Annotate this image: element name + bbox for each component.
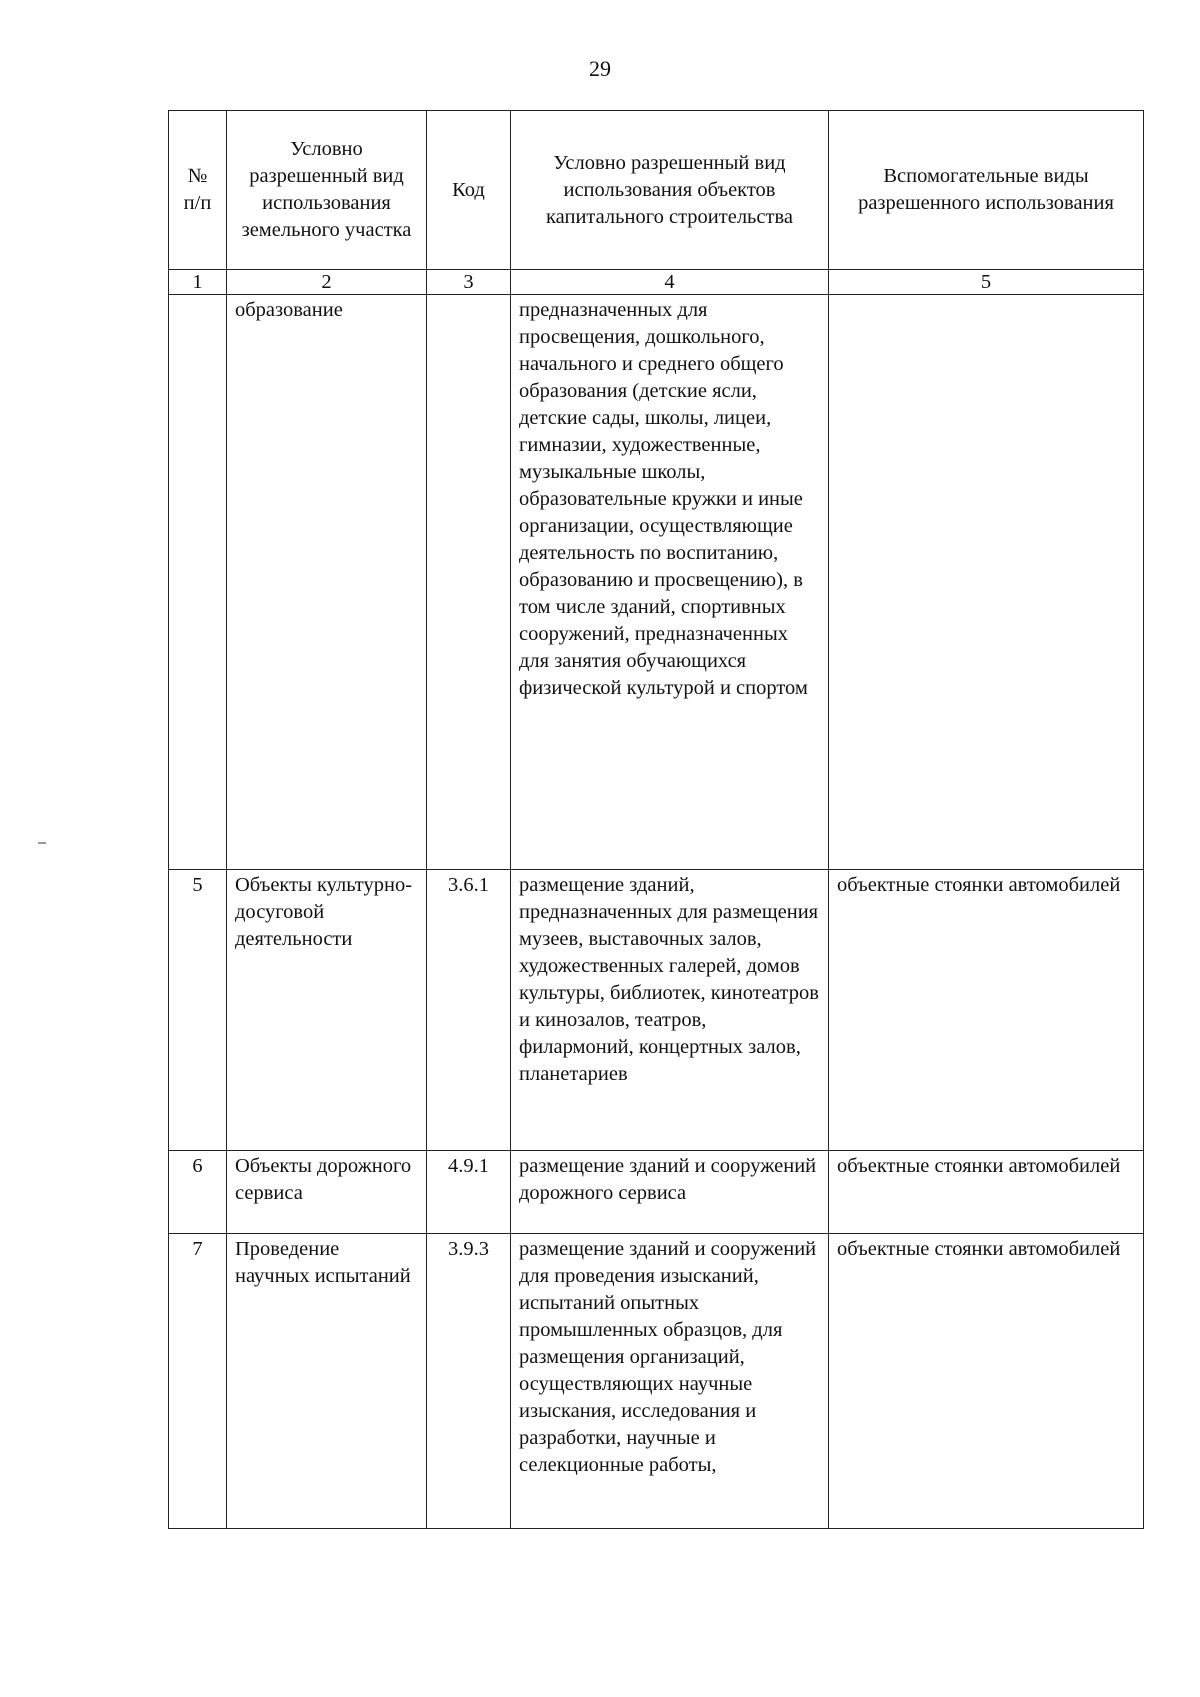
row-auxiliary [829,295,1144,870]
row-auxiliary: объектные стоянки автомобилей [829,1151,1144,1234]
row-code: 3.6.1 [427,870,511,1151]
row-num: 6 [169,1151,227,1234]
header-auxiliary: Вспомогательные виды разрешенного использования [829,111,1144,270]
row-capital-use: размещение зданий и сооружений для проведения изысканий, испытаний опытных промышленных образцов, для размещения организаций, осуществляющих научные изыскания, исследования и разработки, научные и селекционные работы, [511,1234,829,1529]
row-capital-use: размещение зданий, предназначенных для размещения музеев, выставочных залов, художественных галерей, домов культуры, библиотек, кинотеатров и кинозалов, театров, филармоний, концертных залов, планетариев [511,870,829,1151]
column-number: 3 [427,270,511,295]
table-header-row [169,111,1144,270]
row-capital-use: размещение зданий и сооружений дорожного сервиса [511,1151,829,1234]
row-auxiliary: объектные стоянки автомобилей [829,1234,1144,1529]
row-land-use: образование [227,295,427,870]
row-num: 7 [169,1234,227,1529]
table-row [169,295,1144,870]
header-code: Код [427,111,511,270]
column-number: 5 [829,270,1144,295]
header-num: № п/п [169,111,227,270]
column-number-row [169,270,1144,295]
row-num: 5 [169,870,227,1151]
row-code [427,295,511,870]
row-land-use: Объекты дорожного сервиса [227,1151,427,1234]
row-auxiliary: объектные стоянки автомобилей [829,870,1144,1151]
header-capital-use: Условно разрешенный вид использования объектов капитального строительства [511,111,829,270]
row-capital-use: предназначенных для просвещения, дошкольного, начального и среднего общего образования (детские ясли, детские сады, школы, лицеи, гимназии, художественные, музыкальные школы, образовательные кружки и иные организации, осуществляющие деятельность по воспитанию, образованию и просвещению), в том числе зданий, спортивных сооружений, предназначенных для занятия обучающихся физической культурой и спортом [511,295,829,870]
scan-margin-mark [38,842,46,844]
row-land-use: Проведение научных испытаний [227,1234,427,1529]
row-land-use: Объекты культурно-досуговой деятельности [227,870,427,1151]
table-row [169,1151,1144,1234]
land-use-table [168,110,1144,1529]
row-code: 4.9.1 [427,1151,511,1234]
header-land-use: Условно разрешенный вид использования земельного участка [227,111,427,270]
page-number: 29 [589,56,611,81]
row-num [169,295,227,870]
column-number: 4 [511,270,829,295]
column-number: 1 [169,270,227,295]
column-number: 2 [227,270,427,295]
row-code: 3.9.3 [427,1234,511,1529]
table-row [169,870,1144,1151]
table-row [169,1234,1144,1529]
